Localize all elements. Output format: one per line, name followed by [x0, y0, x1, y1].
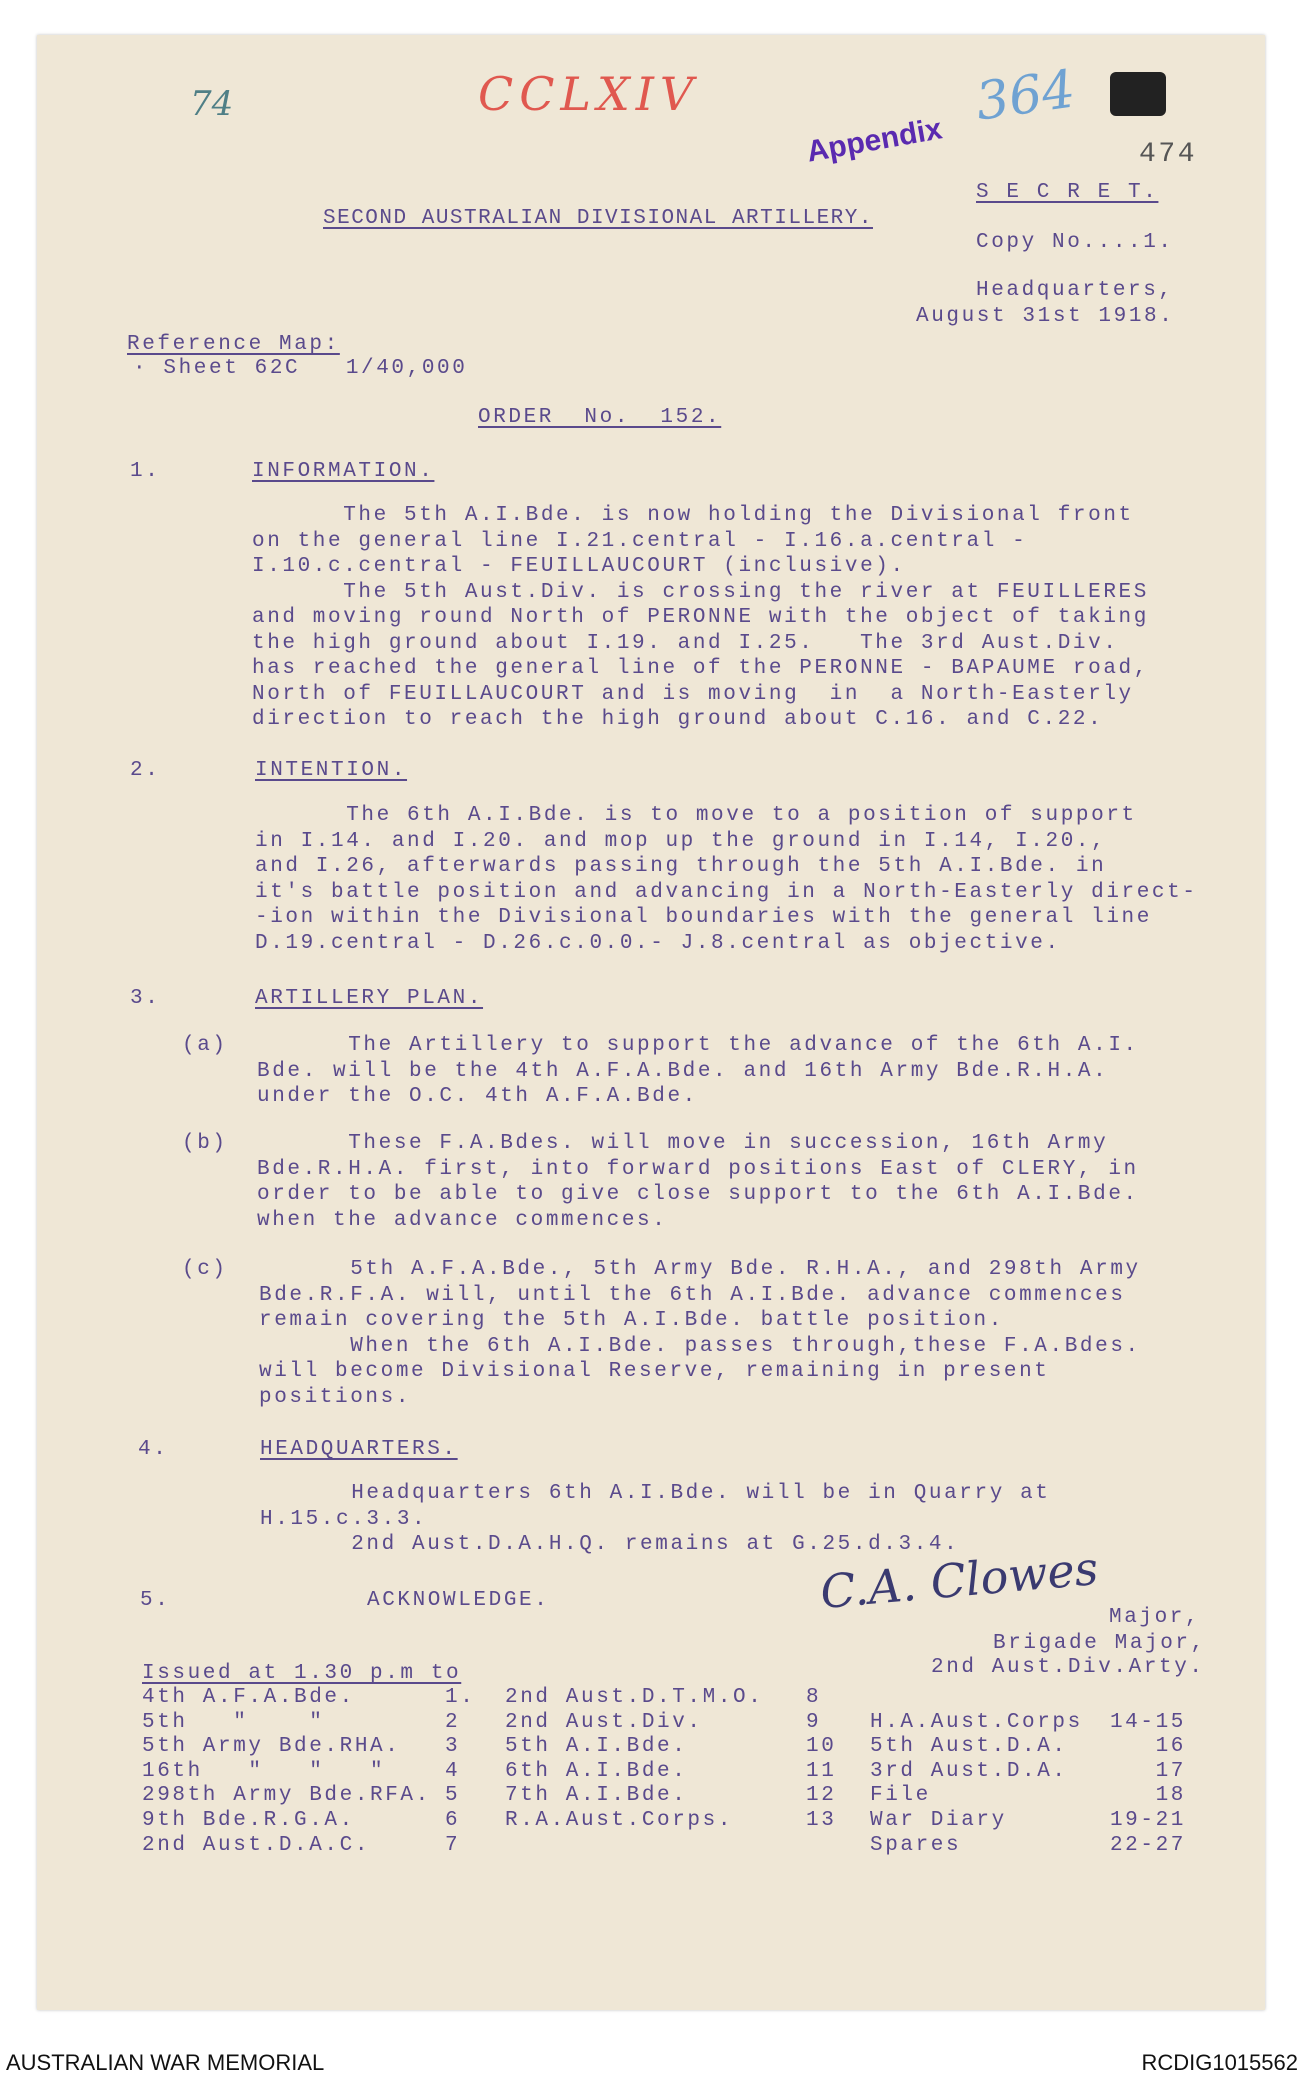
section-heading: ARTILLERY PLAN. [255, 987, 484, 1010]
distribution-recipient: File [870, 1784, 931, 1808]
order-number: ORDER No. 152. [478, 406, 722, 429]
distribution-copy-number: 13 [806, 1809, 837, 1832]
distribution-recipient: 5th " " [142, 1710, 325, 1734]
appendix-stamp: Appendix [804, 112, 945, 169]
reference-map-label: Reference Map: [127, 333, 340, 356]
text-line: The Artillery to support the advance of the 6th A.I. [257, 1034, 1139, 1057]
distribution-copy-number: 12 [806, 1784, 837, 1808]
section-number: 1. [130, 460, 161, 483]
section-heading: HEADQUARTERS. [260, 1438, 458, 1461]
text-line: direction to reach the high ground about C.16. and C.22. [252, 708, 1104, 731]
distribution-recipient: Spares [870, 1833, 962, 1857]
distribution-recipient: 9th Bde.R.G.A. [142, 1809, 355, 1832]
distribution-copy-number: 7 [445, 1833, 461, 1857]
section-number: 5. [140, 1589, 171, 1612]
distribution-copy-number: 18 [1155, 1784, 1186, 1808]
distribution-recipient: 2nd Aust.Div. [505, 1710, 703, 1734]
text-line: -ion within the Divisional boundaries with the general line [255, 906, 1152, 929]
text-line: H.15.c.3.3. [260, 1507, 428, 1531]
distribution-copy-number: 2 [445, 1710, 461, 1734]
signature: C.A. Clowes [818, 1540, 1101, 1620]
distribution-copy-number: 17 [1155, 1759, 1186, 1783]
text-line: The 5th A.I.Bde. is now holding the Divisional front [252, 504, 1134, 527]
headquarters-label: Headquarters, [976, 279, 1174, 302]
distribution-copy-number: 19-21 [1109, 1809, 1186, 1832]
distribution-recipient: 7th A.I.Bde. [505, 1784, 688, 1808]
text-line: Bde. will be the 4th A.F.A.Bde. and 16th Army Bde.R.H.A. [257, 1059, 1109, 1083]
text-line: order to be able to give close support to the 6th A.I.Bde. [257, 1183, 1139, 1206]
distribution-recipient: 6th A.I.Bde. [505, 1759, 688, 1783]
distribution-copy-number: 6 [445, 1809, 461, 1832]
text-line: under the O.C. 4th A.F.A.Bde. [257, 1085, 698, 1108]
section-number: 4. [138, 1438, 169, 1461]
distribution-copy-number: 8 [806, 1686, 822, 1709]
reference-map-sheet: · Sheet 62C 1/40,000 [133, 357, 468, 380]
folio-right: 474 [1139, 139, 1198, 170]
footer-id: RCDIG1015562 [1141, 2050, 1298, 2075]
distribution-recipient: H.A.Aust.Corps [870, 1710, 1083, 1734]
text-line: and moving round North of PERONNE with the object of taking [252, 606, 1149, 629]
text-line: when the advance commences. [257, 1208, 668, 1232]
text-line: positions. [259, 1385, 412, 1409]
ink-blot [1110, 72, 1166, 116]
distribution-copy-number: 22-27 [1109, 1833, 1186, 1857]
text-line: D.19.central - D.26.c.0.0.- J.8.central as objective. [255, 931, 1061, 955]
subsection-label: (a) [182, 1034, 228, 1057]
text-line: When the 6th A.I.Bde. passes through,these F.A.Bdes. [259, 1334, 1141, 1358]
section-heading: INFORMATION. [252, 460, 435, 483]
text-line: Bde.R.F.A. will, until the 6th A.I.Bde. advance commences [259, 1283, 1126, 1307]
text-line: The 5th Aust.Div. is crossing the river at FEUILLERES [252, 580, 1149, 604]
text-line: and I.26, afterwards passing through the 5th A.I.Bde. in [255, 855, 1107, 878]
section-number: 3. [130, 987, 161, 1010]
text-line: in I.14. and I.20. and mop up the ground in I.14, I.20., [255, 829, 1107, 853]
distribution-heading: Issued at 1.30 p.m to [142, 1662, 462, 1685]
distribution-copy-number: 9 [806, 1710, 822, 1734]
distribution-copy-number: 14-15 [1109, 1710, 1186, 1734]
text-line: on the general line I.21.central - I.16.a.central - [252, 529, 1028, 553]
text-line: will become Divisional Reserve, remaining in present [259, 1360, 1050, 1383]
subsection-label: (b) [182, 1132, 228, 1155]
text-line: Headquarters 6th A.I.Bde. will be in Quarry at [260, 1482, 1051, 1505]
text-line: 5th A.F.A.Bde., 5th Army Bde. R.H.A., and 298th Army [259, 1258, 1141, 1281]
distribution-recipient: 4th A.F.A.Bde. [142, 1686, 355, 1709]
distribution-copy-number: 1. [445, 1686, 476, 1709]
text-line: Bde.R.H.A. first, into forward positions East of CLERY, in [257, 1157, 1139, 1181]
distribution-recipient: 2nd Aust.D.A.C. [142, 1833, 371, 1857]
distribution-recipient: 298th Army Bde.RFA. [142, 1784, 431, 1808]
distribution-copy-number: 4 [445, 1759, 461, 1783]
distribution-copy-number: 3 [445, 1735, 461, 1759]
document-date: August 31st 1918. [916, 305, 1175, 328]
footer-source: AUSTRALIAN WAR MEMORIAL [6, 2050, 325, 2075]
appendix-number: 364 [972, 59, 1079, 133]
distribution-recipient: 3rd Aust.D.A. [870, 1759, 1068, 1783]
distribution-recipient: 5th Army Bde.RHA. [142, 1735, 401, 1759]
distribution-copy-number: 11 [806, 1759, 837, 1783]
distribution-copy-number: 16 [1155, 1735, 1186, 1759]
distribution-recipient: 5th Aust.D.A. [870, 1735, 1068, 1759]
subsection-label: (c) [182, 1258, 228, 1281]
text-line: 2nd Aust.D.A.H.Q. remains at G.25.d.3.4. [260, 1533, 960, 1556]
distribution-recipient: 5th A.I.Bde. [505, 1735, 688, 1759]
text-line: the high ground about I.19. and I.25. The 3rd Aust.Div. [252, 631, 1119, 655]
text-line: has reached the general line of the PERONNE - BAPAUME road, [252, 657, 1149, 680]
folio-left: 74 [190, 84, 234, 124]
signature-rank: Major, [1109, 1606, 1201, 1629]
section-heading: INTENTION. [255, 759, 408, 782]
document-title: SECOND AUSTRALIAN DIVISIONAL ARTILLERY. [323, 207, 873, 230]
distribution-copy-number: 10 [806, 1735, 837, 1759]
distribution-copy-number: 5 [445, 1784, 461, 1808]
text-line: These F.A.Bdes. will move in succession, 16th Army [257, 1132, 1109, 1155]
signature-unit: 2nd Aust.Div.Arty. [931, 1656, 1205, 1679]
distribution-recipient: 2nd Aust.D.T.M.O. [505, 1686, 764, 1709]
secret-label: S E C R E T. [976, 181, 1159, 204]
signature-role: Brigade Major, [993, 1632, 1206, 1655]
distribution-recipient: R.A.Aust.Corps. [505, 1809, 734, 1832]
acknowledge-label: ACKNOWLEDGE. [367, 1589, 550, 1612]
text-line: I.10.c.central - FEUILLAUCOURT (inclusive). [252, 555, 906, 578]
text-line: The 6th A.I.Bde. is to move to a position of support [255, 804, 1137, 827]
text-line: remain covering the 5th A.I.Bde. battle position. [259, 1309, 1004, 1332]
copy-number: Copy No....1. [976, 231, 1174, 254]
distribution-recipient: 16th " " " [142, 1759, 386, 1783]
text-line: it's battle position and advancing in a North-Easterly direct- [255, 880, 1198, 904]
text-line: North of FEUILLAUCOURT and is moving in a North-Easterly [252, 682, 1134, 706]
distribution-recipient: War Diary [870, 1809, 1007, 1832]
section-number: 2. [130, 759, 161, 782]
roman-numeral-annotation: CCLXIV [478, 67, 700, 121]
